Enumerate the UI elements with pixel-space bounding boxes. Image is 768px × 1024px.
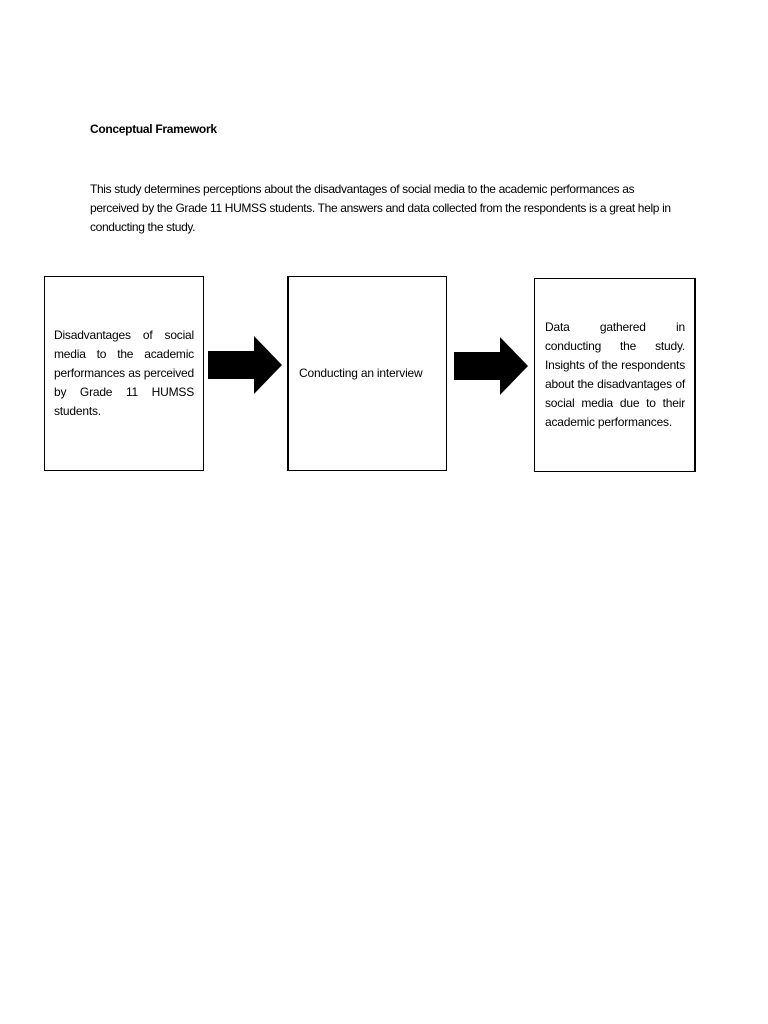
process-box	[287, 276, 447, 471]
output-box-text: Data gathered in conducting the study. Insights of the respondents about the disadvantages of social media due to their academic performances.	[545, 320, 685, 429]
intro-paragraph: This study determines perceptions about the disadvantages of social media to the academic performances as perceived by the Grade 11 HUMSS students. The answers and data collected from the respondents is a great help in conducting the study.	[90, 182, 671, 234]
input-box-text: Disadvantages of social media to the academic performances as perceived by Grade 11 HUMSS students.	[54, 328, 194, 418]
input-box	[44, 276, 204, 471]
right-arrow-icon	[208, 336, 282, 394]
arrow-shape	[454, 337, 528, 395]
process-box-text: Conducting an interview	[299, 366, 423, 380]
output-box	[534, 278, 696, 472]
right-arrow-icon	[454, 337, 528, 395]
page-title: Conceptual Framework	[90, 122, 217, 136]
arrow-shape	[208, 336, 282, 394]
